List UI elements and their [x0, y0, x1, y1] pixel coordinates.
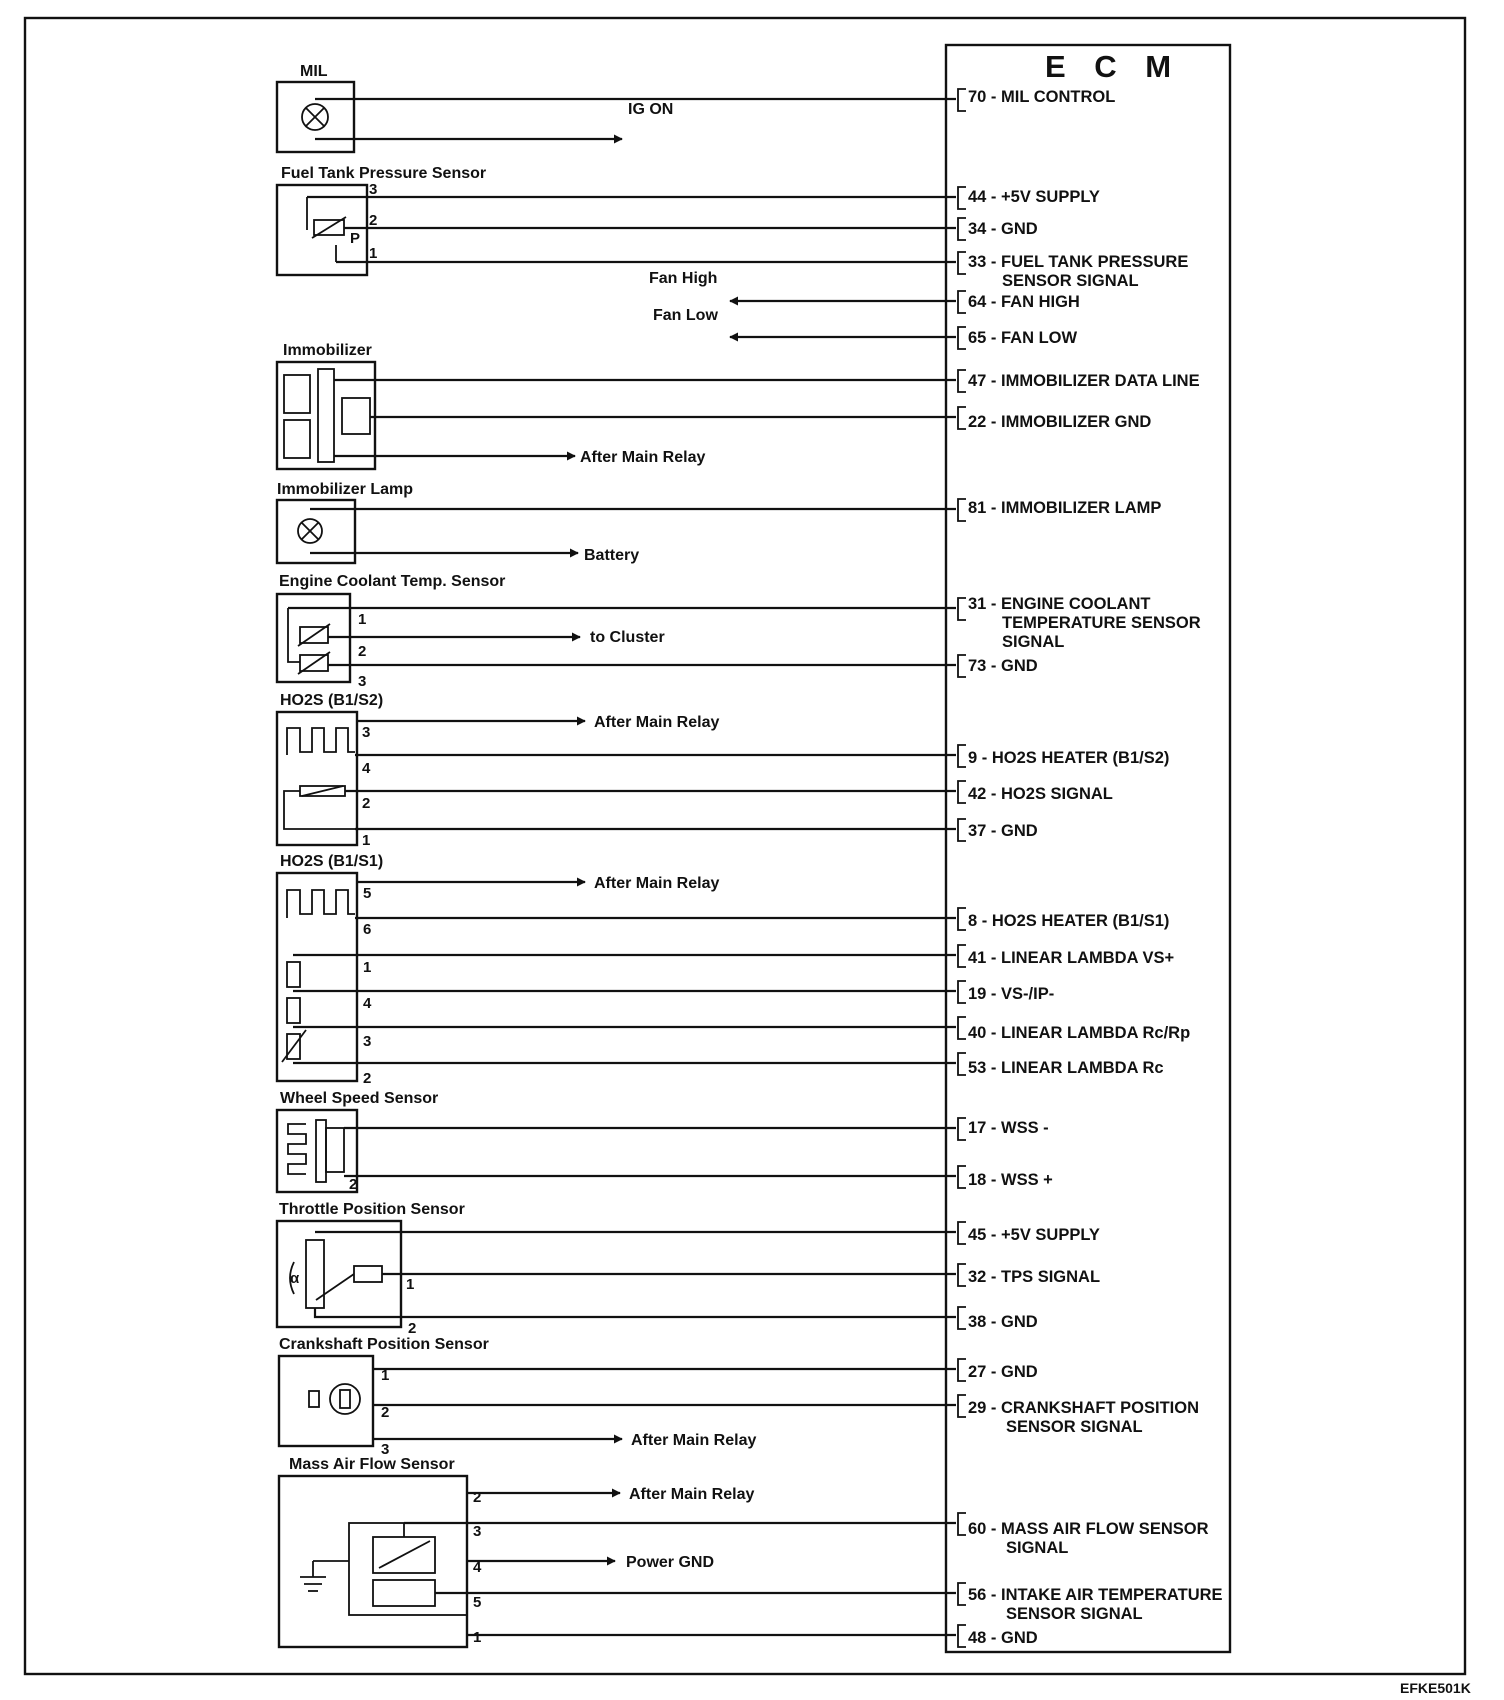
ecm-connector-bracket [958, 1264, 966, 1286]
ho2s-b1s2-pin-2: 2 [362, 795, 371, 812]
ckp-box [279, 1356, 373, 1446]
fuel-tank-pressure-sensor [277, 165, 956, 275]
ho2s-b1s2-box [277, 712, 357, 845]
ecm-connector-bracket [958, 1118, 966, 1140]
label-ig-on: IG ON [628, 101, 674, 118]
ecm-pin-40: 40 - LINEAR LAMBDA Rc/Rp [968, 1024, 1191, 1042]
ecm-pin-65: 65 - FAN LOW [968, 329, 1078, 347]
oxygen-sensor-icon [284, 786, 355, 829]
crankshaft-position-sensor [279, 1336, 956, 1458]
label-fan-high: Fan High [649, 270, 718, 287]
ho2s-b1s2-sensor [277, 692, 956, 849]
ecm-connector-bracket [958, 1307, 966, 1329]
ckp-pin-3: 3 [381, 1441, 390, 1458]
ckp-title: Crankshaft Position Sensor [279, 1336, 489, 1353]
ecm-connector-bracket [958, 781, 966, 803]
ecm-connector-bracket [958, 252, 966, 274]
ecm-connector-bracket [958, 598, 966, 620]
ecm-connector-bracket [958, 945, 966, 967]
hall-sensor-icon [309, 1384, 360, 1414]
ho2s-b1s1-pin-2: 2 [363, 1070, 372, 1087]
ecm-pin-32: 32 - TPS SIGNAL [968, 1268, 1101, 1286]
immobilizer-title: Immobilizer [283, 342, 372, 359]
mil-title: MIL [300, 63, 328, 80]
ecm-pin-44: 44 - +5V SUPPLY [968, 188, 1100, 206]
diagram-frame [25, 18, 1465, 1674]
pressure-sensor-icon [307, 197, 346, 262]
ho2s-b1s1-sensor [277, 853, 956, 1087]
ecm-connector-bracket [958, 1017, 966, 1039]
ecm-connector-bracket [958, 89, 966, 111]
ecm-connector-bracket [958, 187, 966, 209]
mass-air-flow-sensor [279, 1456, 956, 1647]
label-fan-low: Fan Low [653, 307, 718, 324]
ho2s-b1s2-pin-4: 4 [362, 760, 371, 777]
ecm-pin-33-extra: SENSOR SIGNAL [1002, 272, 1139, 290]
ecm-connector-bracket [958, 1625, 966, 1647]
ecm-connector-bracket [958, 655, 966, 677]
ecm-pin-31-extra2: SIGNAL [1002, 633, 1065, 651]
ecm-pin-41: 41 - LINEAR LAMBDA VS+ [968, 949, 1175, 967]
ecm-pin-17: 17 - WSS - [968, 1119, 1049, 1137]
immobilizer-icon [284, 369, 370, 462]
coolant-pin-2: 2 [358, 643, 367, 660]
ecm-connector-bracket [958, 1222, 966, 1244]
coolant-temp-sensor [277, 573, 956, 690]
fuel-tank-p-symbol: P [350, 230, 361, 247]
coolant-title: Engine Coolant Temp. Sensor [279, 573, 506, 590]
maf-title: Mass Air Flow Sensor [289, 1456, 455, 1473]
ecm-connector-bracket [958, 499, 966, 521]
figure-code: EFKE501K [1400, 1680, 1471, 1696]
ecm-pin-27: 27 - GND [968, 1363, 1038, 1381]
ecm-connector-bracket [958, 1053, 966, 1075]
throttle-position-sensor [277, 1201, 956, 1337]
mil-component [277, 63, 956, 152]
ecm-pin-29-extra: SENSOR SIGNAL [1006, 1418, 1143, 1436]
maf-pin-4: 4 [473, 1559, 482, 1576]
ecm-pin-19: 19 - VS-/IP- [968, 985, 1055, 1003]
ecm-pin-brackets [958, 89, 966, 1647]
pickup-coil-icon [288, 1120, 344, 1182]
ho2s-b1s1-box [277, 873, 357, 1081]
ecm-pin-9: 9 - HO2S HEATER (B1/S2) [968, 749, 1170, 767]
ecm-connector-bracket [958, 218, 966, 240]
ecm-pin-31-extra: TEMPERATURE SENSOR [1002, 614, 1201, 632]
label-power-gnd: Power GND [626, 1554, 715, 1571]
tps-pin-2: 2 [408, 1320, 417, 1337]
ho2s-b1s2-pin-1: 1 [362, 832, 371, 849]
ecm-connector-bracket [958, 1583, 966, 1605]
heater-icon [287, 728, 355, 755]
ecm-pin-18: 18 - WSS + [968, 1171, 1053, 1189]
ecm-pin-31: 31 - ENGINE COOLANT [968, 595, 1151, 613]
ecm-block [946, 45, 1230, 1652]
fuel-tank-pin-2: 2 [369, 212, 378, 229]
ho2s-b1s1-pin-3: 3 [363, 1033, 372, 1050]
heater-icon [287, 890, 355, 918]
ecm-pin-33: 33 - FUEL TANK PRESSURE [968, 253, 1189, 271]
maf-pin-3: 3 [473, 1523, 482, 1540]
lambda-cell-icon [282, 962, 306, 1062]
ecm-pin-47: 47 - IMMOBILIZER DATA LINE [968, 372, 1200, 390]
ecm-connector-bracket [958, 981, 966, 1003]
immobilizer-component [277, 342, 956, 469]
immobilizer-lamp-title: Immobilizer Lamp [277, 481, 414, 498]
label-after-main-relay-1: After Main Relay [580, 449, 706, 466]
thermistor-icon [288, 608, 330, 674]
ecm-title: E C M [1045, 49, 1182, 84]
ecm-pin-48: 48 - GND [968, 1629, 1038, 1647]
tps-pin-1: 1 [406, 1276, 415, 1293]
maf-pin-2: 2 [473, 1489, 482, 1506]
ecm-pin-56-extra: SENSOR SIGNAL [1006, 1605, 1143, 1623]
label-after-main-relay-5: After Main Relay [629, 1486, 755, 1503]
ecm-connector-bracket [958, 745, 966, 767]
ecm-pin-8: 8 - HO2S HEATER (B1/S1) [968, 912, 1170, 930]
fuel-tank-pin-1: 1 [369, 245, 378, 262]
fuel-tank-pin-3: 3 [369, 181, 378, 198]
ecm-connector-bracket [958, 1359, 966, 1381]
maf-pin-1: 1 [473, 1629, 482, 1646]
ecm-connector-bracket [958, 407, 966, 429]
ho2s-b1s1-pin-4: 4 [363, 995, 372, 1012]
fan-control-lines [649, 270, 956, 337]
ho2s-b1s2-pin-3: 3 [362, 724, 371, 741]
immobilizer-box [277, 362, 375, 469]
ecm-pin-42: 42 - HO2S SIGNAL [968, 785, 1113, 803]
ecm-pin-29: 29 - CRANKSHAFT POSITION [968, 1399, 1200, 1417]
ho2s-b1s1-pin-5: 5 [363, 885, 372, 902]
ho2s-b1s1-pin-6: 6 [363, 921, 372, 938]
ecm-pin-81: 81 - IMMOBILIZER LAMP [968, 499, 1162, 517]
ecm-connector-bracket [958, 291, 966, 313]
ecm-pin-56: 56 - INTAKE AIR TEMPERATURE [968, 1586, 1223, 1604]
lamp-icon [302, 104, 328, 130]
ground-icon [300, 1561, 349, 1591]
ecm-pin-60: 60 - MASS AIR FLOW SENSOR [968, 1520, 1209, 1538]
immobilizer-lamp-component [277, 481, 956, 564]
lamp-icon [298, 519, 322, 543]
potentiometer-icon [290, 1240, 382, 1308]
label-battery: Battery [584, 547, 640, 564]
coolant-pin-1: 1 [358, 611, 367, 628]
ecm-connector-bracket [958, 370, 966, 392]
ecm-connector-bracket [958, 1513, 966, 1535]
coolant-pin-3: 3 [358, 673, 367, 690]
ho2s-b1s1-pin-1: 1 [363, 959, 372, 976]
ecm-connector-bracket [958, 1166, 966, 1188]
ecm-connector-bracket [958, 1395, 966, 1417]
ecm-pin-64: 64 - FAN HIGH [968, 293, 1080, 311]
label-after-main-relay-3: After Main Relay [594, 875, 720, 892]
tps-alpha-symbol: α [290, 1270, 300, 1287]
label-after-main-relay-4: After Main Relay [631, 1432, 757, 1449]
ecm-connector-bracket [958, 327, 966, 349]
wheel-speed-pin-2: 2 [349, 1176, 358, 1193]
ckp-pin-1: 1 [381, 1367, 390, 1384]
ho2s-b1s1-title: HO2S (B1/S1) [280, 853, 384, 870]
label-to-cluster: to Cluster [590, 629, 665, 646]
ecm-pin-22: 22 - IMMOBILIZER GND [968, 413, 1152, 431]
tps-title: Throttle Position Sensor [279, 1201, 465, 1218]
wheel-speed-box [277, 1110, 357, 1192]
wheel-speed-title: Wheel Speed Sensor [280, 1090, 439, 1107]
label-after-main-relay-2: After Main Relay [594, 714, 720, 731]
ho2s-b1s2-title: HO2S (B1/S2) [280, 692, 384, 709]
ecm-pin-45: 45 - +5V SUPPLY [968, 1226, 1100, 1244]
ecm-pin-38: 38 - GND [968, 1313, 1038, 1331]
ecm-pin-60-extra: SIGNAL [1006, 1539, 1069, 1557]
ecm-pin-70: 70 - MIL CONTROL [968, 88, 1116, 106]
wire-tps-gnd [315, 1308, 956, 1317]
ckp-pin-2: 2 [381, 1404, 390, 1421]
ecm-pin-53: 53 - LINEAR LAMBDA Rc [968, 1059, 1164, 1077]
ecm-connector-bracket [958, 819, 966, 841]
ecm-pin-37: 37 - GND [968, 822, 1038, 840]
hot-film-icon [373, 1523, 435, 1606]
ecm-pin-34: 34 - GND [968, 220, 1038, 238]
wheel-speed-sensor [277, 1090, 956, 1193]
ecm-connector-bracket [958, 908, 966, 930]
maf-pin-5: 5 [473, 1594, 482, 1611]
fuel-tank-title: Fuel Tank Pressure Sensor [281, 165, 487, 182]
ecm-pin-73: 73 - GND [968, 657, 1038, 675]
